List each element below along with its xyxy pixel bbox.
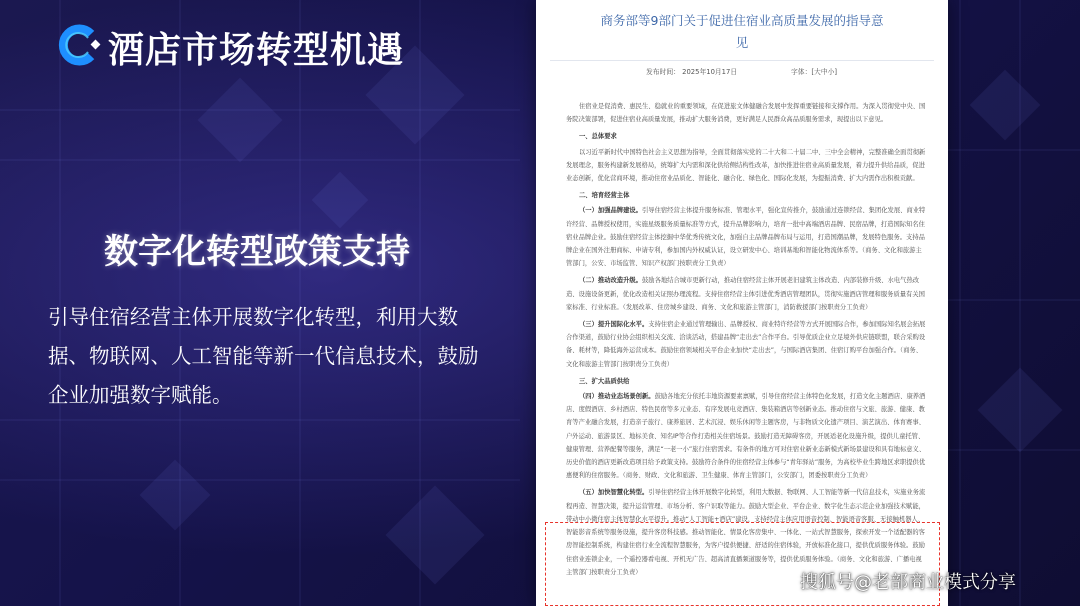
paragraph-3-lead: （三）提升国际化水平。 — [579, 321, 649, 329]
document-meta — [536, 66, 948, 80]
section-head-3: 三、扩大品质供给 — [579, 377, 630, 385]
paragraph-4-text: 鼓励各地充分依托丰地资源要素禀赋，引导住宿经营主体特色化发展，打造文化主题酒店、康养酒店、度假酒店、乡村酒店、特色民宿等多元业态、有序发展电竞酒店、集装箱酒店等创新业态。推动住宿与文旅、旅游、健康、教育等产业融合发展，打造亲子旅行、康养旅居、艺术沉浸、娱乐休闲等主题客房，与非物质文化遗产项目、演艺演出、体育赛事、户外运动、旅游景区、地标美食、知名IP等合作打造相关住宿场景。鼓励打造无障碍客房，开展适老化设施升级，提供儿童托管、健康管理、营养配餐等服务，满足“一老一小”旅行住宿需求。有条件的地方可对住宿业新业态新模式新场景建设和具有地标意义、历史价值的酒店更新改造项目给予政策支持。鼓励符合条件的住宿经营主体参与“青年驿站”服务，为高校毕业生跨地区求职提供优惠便利的住宿服务。（商务、财政、文化和旅游、卫生健康、体育主管部门，公安部门，团委按职责分工负责） — [566, 393, 926, 480]
publish-date: 发布时间： 2025年10月17日 — [646, 68, 738, 76]
section-head-2: 二、培育经营主体 — [579, 192, 630, 200]
intro-paragraph: 住宿业是促消费、惠民生、稳就业的重要领域，在促进旅文体健融合发展中发挥重要链接和支撑作用。为深入贯彻党中央、国务院决策部署，促进住宿业高质量发展，推动扩大服务消费，更好满足人民群众高品质服务需求，现提出以下意见。 — [566, 103, 926, 124]
paragraph-2-text: 鼓励各地结合城市更新行动，推动住宿经营主体开展老旧建筑主体改造、内部装修升级、水电气热改造、设施设备更新，优化改造相关证照办理流程。支持住宿经营主体引进优秀酒店管理团队，贯彻实施酒店管理和服务质量有关国家标准、行业标准。（发展改革、住房城乡建设、商务、文化和旅游主管部门，消防救援部门按职责分工负责） — [566, 277, 925, 311]
paragraph-3-text: 支持住宿企业通过管理输出、品牌授权、商业特许经营等方式开展国际合作，参加国际知名展会拓展合作渠道，鼓励行业协会组织相关交流、洽谈活动，搭建品牌“走出去”合作平台。引导优质企业立足境外供应链联盟，联合采购设备、耗材等，降低海外运营成本。鼓励住宿领域相关平台企业加快“走出去”，与国际酒店集团、住宿订购平台加强合作。（商务、文化和旅游主管部门按职责分工负责） — [566, 321, 926, 368]
meta-divider — [550, 60, 934, 61]
policy-document — [536, 0, 948, 606]
paragraph-1-text: 引导住宿经营主体提升服务标准、管理水平，强化宣传推介，鼓励通过连锁经营、集团化发展、商业特许经营、品牌授权使用，实施星级服务质量标准等方式，提升品牌影响力，培育一批中高端酒店品牌、民宿品牌，打造国际知名住宿业品牌企业。鼓励住宿经营主体挖掘中华优秀传统文化，加强自主品牌品牌布局与运用，打造国潮品牌，发展特色服务。支持品牌企业在国外注册商标、申请专利，参加国内外权威认证，设立研发中心、培训基地和智能化物流体系等。（商务、文化和旅游主管部门，公安、市场监管、知识产权部门按职责分工负责） — [566, 207, 926, 268]
paragraph-4-lead: （四）推动业态场景创新。 — [579, 393, 655, 401]
slide-title: 酒店市场转型机遇 — [108, 30, 405, 71]
section-heading: 数字化转型政策支持 — [104, 232, 410, 272]
paragraph-5-lead: （五）加快智慧化转型。 — [579, 489, 649, 497]
document-body — [566, 100, 928, 583]
paragraph-3 — [566, 318, 928, 371]
paragraph-5-text: 引导住宿经营主体开展数字化转型，利用大数据、物联网、人工智能等新一代信息技术，实施业务流程再造、智慧决策，提升运营管理、市场分析、客户识取等能力。鼓励大型企业、平台企业、数字化生态示范企业加强技术赋能，带动中小微住宿主体智慧化水平提升。推动“人工智能+酒店”建设，支持经营主体应用语音控制、智能语音客服、无接触机器人、智能影音系统等服务设施，提升客房科技感。推动智能化、情景化客房集中、一体化、一站式智慧服务，探索开发一个适配器的客房智能控制系统，构建住宿行业全流程智慧服务，为客户提供便捷、舒适的住宿体验，开放标准化接口，提供优质服务体验。鼓励住宿业连锁企业，一个遥控器看电视、开机无广告、超高清直播频道服务等，提供优质服务体验。（商务、文化和旅游、广播电视主管部门按职责分工负责） — [566, 489, 926, 576]
font-size-control[interactable]: 字体：[大中小] — [791, 68, 838, 76]
c-logo-icon — [55, 22, 101, 68]
section-1-paragraph: 以习近平新时代中国特色社会主义思想为指导，全面贯彻落实党的二十大和二十届二中、三中全会精神，完整准确全面贯彻新发展理念，服务构建新发展格局，统筹扩大内需和深化供给侧结构性改革，加快推进住宿业高质量发展，着力提升供给品质，促进业态创新，优化营商环境，推动住宿业品质化、智能化、融合化、绿色化、国际化发展，为提振消费、扩大内需作出积极贡献。 — [566, 148, 926, 183]
paragraph-2 — [566, 274, 928, 314]
body-text: 引导住宿经营主体开展数字化转型，利用大数据、物联网、人工智能等新一代信息技术，鼓励企业加强数字赋能。 — [48, 305, 479, 407]
paragraph-1-lead: （一）加强品牌建设。 — [579, 207, 642, 215]
section-head-1: 一、总体要求 — [579, 133, 617, 141]
document-title: 商务部等9部门关于促进住宿业高质量发展的指导意见 — [600, 13, 884, 50]
paragraph-2-lead: （二）推动改造升级。 — [579, 277, 642, 285]
watermark: 搜狐号@老部商业模式分享 — [800, 572, 1016, 593]
paragraph-1 — [566, 204, 928, 270]
paragraph-4 — [566, 390, 928, 482]
